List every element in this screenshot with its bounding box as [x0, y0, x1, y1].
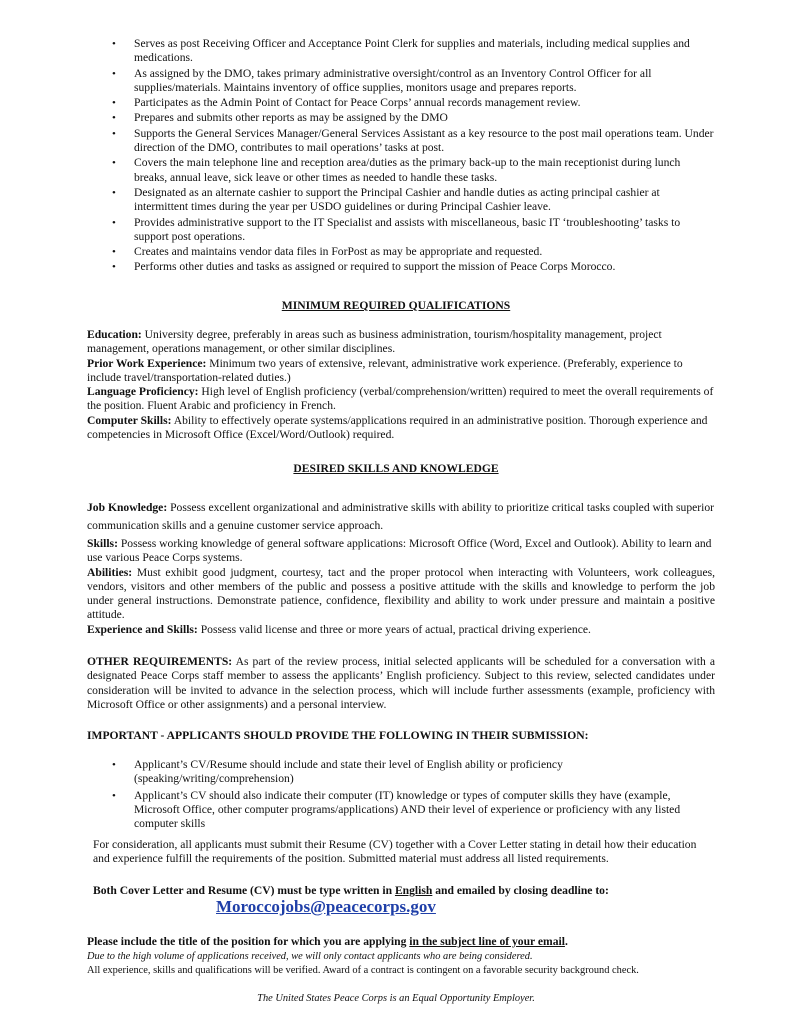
consideration-text: For consideration, all applicants must submit their Resume (CV) together with a Cover Letter stating in detail how their education and experience fulfill the requirements of the position. Submitted material must address all listed requirements. [93, 838, 697, 866]
desired-section [87, 499, 715, 637]
submission-item: • Applicant’s CV/Resume should include and state their level of English ability or proficiency (speaking/writing/comprehension) [134, 758, 719, 787]
other-requirements-text: As part of the review process, initial selected applicants will be scheduled for a conversation with a designated Peace Corps staff member to assess the applicants’ English proficiency. Subject to this review, selected candidates under consideration will be invited to advance in the selection process, which will include further assessments (example, proficiency with Microsoft Office or other assignments) and a personal interview. [87, 655, 715, 711]
language-text: High level of English proficiency (verbal/comprehension/written) required to meet the overall requirements of the position. Fluent Arabic and proficiency in French. [87, 385, 714, 413]
prior-experience-para [87, 357, 715, 386]
verification-note: All experience, skills and qualifications will be verified. Award of a contract is contingent on a favorable security background check. [87, 965, 639, 976]
computer-skills-para [87, 414, 715, 443]
duty-item: • Performs other duties and tasks as assigned or required to support the mission of Peace Corps Morocco. [134, 260, 714, 274]
experience-skills-label: Experience and Skills: [87, 622, 198, 636]
duty-item: • As assigned by the DMO, takes primary administrative oversight/control as an Inventory Control Officer for all supplies/materials. Maintains inventory of office supplies, monitors usage and prepares reports. [134, 67, 714, 96]
subject-pre: Please include the title of the position for which you are applying [87, 935, 410, 948]
prior-experience-text: Minimum two years of extensive, relevant, administrative work experience. (Preferably, experience to include travel/transportation-related duties.) [87, 356, 683, 384]
experience-skills-para [87, 623, 715, 637]
education-label: Education: [87, 328, 142, 341]
other-requirements [87, 655, 715, 712]
computer-skills-label: Computer Skills: [87, 413, 172, 427]
min-qual-heading: MINIMUM REQUIRED QUALIFICATIONS [281, 299, 511, 312]
job-knowledge-text: Possess excellent organizational and administrative skills with ability to prioritize critical tasks coupled with superior communication skills and a genuine customer service approach. [87, 501, 715, 532]
education-text: University degree, preferably in areas such as business administration, tourism/hospitality management, project management, operations management, or other similar disciplines. [87, 328, 662, 356]
duty-item: • Provides administrative support to the IT Specialist and assists with miscellaneous, basic IT ‘troubleshooting’ tasks to support post operations. [134, 216, 714, 245]
language-para [87, 385, 715, 414]
important-heading: IMPORTANT - APPLICANTS SHOULD PROVIDE THE FOLLOWING IN THEIR SUBMISSION: [87, 729, 589, 742]
instruction-language: English [394, 884, 433, 897]
email-link[interactable]: Moroccojobs@peacecorps.gov [216, 897, 436, 916]
duties-list [134, 37, 714, 276]
duty-item: • Covers the main telephone line and reception area/duties as the primary back-up to the main receptionist during lunch breaks, annual leave, sick leave or other times as needed to handle these tasks. [134, 156, 714, 185]
duty-item: • Supports the General Services Manager/General Services Assistant as a key resource to the post mail operations team. Under direction of the DMO, contributes to mail operations’ tasks at post. [134, 127, 714, 156]
duty-item: • Participates as the Admin Point of Contact for Peace Corps’ annual records management review. [134, 96, 714, 110]
job-knowledge-para [87, 499, 715, 535]
subject-line-note [87, 935, 715, 949]
language-label: Language Proficiency: [87, 385, 199, 399]
submission-item: • Applicant’s CV should also indicate their computer (IT) knowledge or types of computer skills they have (example, Microsoft Office, other computer programs/applications) AND their level of experience or proficiency with any listed computer skills [134, 789, 719, 832]
duty-item: • Creates and maintains vendor data files in ForPost as may be appropriate and requested. [134, 245, 714, 259]
subject-underlined: in the subject line of your email [409, 935, 565, 948]
skills-label: Skills: [87, 537, 118, 550]
desired-heading: DESIRED SKILLS AND KNOWLEDGE [293, 462, 499, 475]
other-requirements-label: OTHER REQUIREMENTS: [87, 655, 233, 668]
volume-note: Due to the high volume of applications received, we will only contact applicants who are being considered. [87, 951, 533, 962]
education-para [87, 328, 715, 357]
job-knowledge-label: Job Knowledge: [87, 501, 168, 514]
min-qual-section [87, 328, 715, 442]
prior-experience-label: Prior Work Experience: [87, 356, 207, 370]
skills-para [87, 537, 715, 566]
abilities-para [87, 566, 715, 623]
instruction-post: and emailed by closing deadline to: [432, 884, 609, 897]
duty-item: • Designated as an alternate cashier to support the Principal Cashier and handle duties as acting principal cashier at intermittent times during the year per USDO guidelines or during Principal Cashier leave. [134, 186, 714, 215]
experience-skills-text: Possess valid license and three or more years of actual, practical driving experience. [197, 622, 591, 636]
duty-item: • Serves as post Receiving Officer and Acceptance Point Clerk for supplies and materials, including medical supplies and medications. [134, 37, 714, 66]
skills-text: Possess working knowledge of general software applications: Microsoft Office (Word, Excel and Outlook). Ability to learn and use various Peace Corps systems. [87, 537, 712, 565]
submission-list [134, 758, 719, 833]
duty-item: • Prepares and submits other reports as may be assigned by the DMO [134, 111, 714, 125]
subject-post: . [564, 935, 568, 948]
abilities-label: Abilities: [87, 565, 133, 579]
instruction-pre: Both Cover Letter and Resume (CV) must be type written in [93, 884, 395, 897]
abilities-text: Must exhibit good judgment, courtesy, tact and the proper protocol when interacting with Volunteers, work colleagues, vendors, visitors and other members of the public and possess a positive attitude with the skills and knowledge to perform the job under general instructions. Demonstrate patience, confidence, flexibility and ability to work under pressure and maintain a positive attitude. [87, 565, 715, 622]
equal-opportunity-footer: The United States Peace Corps is an Equal Opportunity Employer. [257, 993, 535, 1004]
computer-skills-text: Ability to effectively operate systems/applications required in an administrative position. Thorough experience and competencies in Microsoft Office (Excel/Word/Outlook) required. [87, 413, 708, 442]
